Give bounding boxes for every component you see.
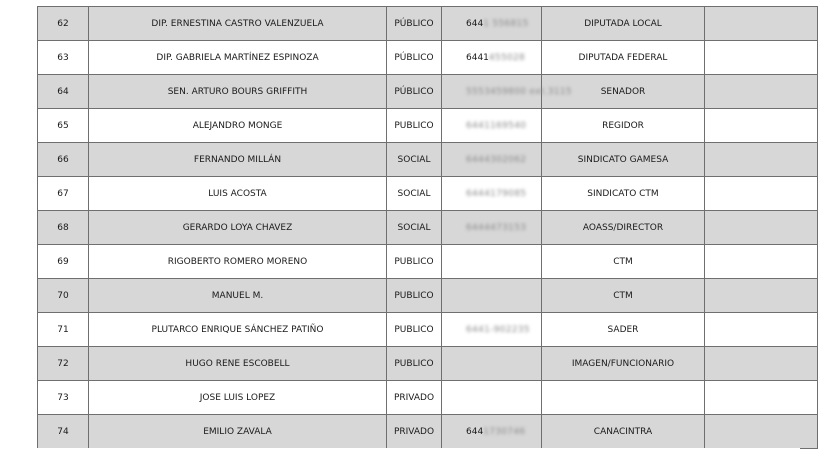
empty-cell [705, 211, 818, 245]
contact-phone [442, 347, 542, 381]
phone-visible-digits: 644 [466, 426, 484, 437]
row-number: 69 [38, 245, 89, 279]
table-row [38, 279, 818, 313]
contact-phone [442, 75, 572, 109]
phone-visible-digits: 6441 [466, 52, 489, 63]
contact-phone [442, 415, 542, 449]
contacts-table [37, 6, 818, 449]
contact-position: SADER [542, 313, 705, 347]
phone-redacted-digits: 6441-902235 [466, 324, 530, 335]
contact-sector: PRIVADO [387, 381, 442, 415]
phone-redacted-digits: 1 556815 [483, 18, 529, 29]
contact-position [542, 381, 705, 415]
contact-position: IMAGEN/FUNCIONARIO [542, 347, 705, 381]
contact-name: HUGO RENE ESCOBELL [89, 347, 387, 381]
contact-name: DIP. GABRIELA MARTÍNEZ ESPINOZA [89, 41, 387, 75]
row-number: 65 [38, 109, 89, 143]
contact-name: GERARDO LOYA CHAVEZ [89, 211, 387, 245]
empty-cell [705, 75, 818, 109]
contact-sector: PRIVADO [387, 415, 442, 449]
contact-position: DIPUTADA LOCAL [542, 7, 705, 41]
contact-name: EMILIO ZAVALA [89, 415, 387, 449]
contact-phone [442, 7, 542, 41]
phone-visible-digits: 644 [466, 18, 484, 29]
table-row [38, 245, 818, 279]
contact-sector: SOCIAL [387, 143, 442, 177]
table-row [38, 313, 818, 347]
empty-cell [705, 177, 818, 211]
contact-sector: PÚBLICO [387, 41, 442, 75]
row-number: 67 [38, 177, 89, 211]
contact-name: PLUTARCO ENRIQUE SÁNCHEZ PATIÑO [89, 313, 387, 347]
phone-redacted-digits: 6441169540 [466, 120, 527, 131]
contact-phone [442, 313, 542, 347]
contact-name: RIGOBERTO ROMERO MORENO [89, 245, 387, 279]
phone-redacted-digits: 6444302062 [466, 154, 527, 165]
phone-redacted-digits: 455028 [488, 52, 526, 63]
contact-sector: SOCIAL [387, 211, 442, 245]
contact-phone [442, 143, 542, 177]
contact-position: REGIDOR [542, 109, 705, 143]
table-row [38, 143, 818, 177]
row-number: 70 [38, 279, 89, 313]
table-row [38, 177, 818, 211]
contact-name: JOSE LUIS LOPEZ [89, 381, 387, 415]
row-number: 62 [38, 7, 89, 41]
row-number: 64 [38, 75, 89, 109]
contact-position: CTM [542, 279, 705, 313]
phone-redacted-digits: 6444179085 [466, 188, 527, 199]
table-row [38, 7, 818, 41]
contact-name: FERNANDO MILLÁN [89, 143, 387, 177]
contact-sector: PUBLICO [387, 109, 442, 143]
table-row [38, 347, 818, 381]
contacts-table-body [38, 7, 818, 449]
empty-cell [705, 381, 818, 415]
contact-position: AOASS/DIRECTOR [542, 211, 705, 245]
phone-redacted-digits: 1730746 [483, 426, 526, 437]
empty-cell [705, 143, 818, 177]
contact-phone [442, 245, 542, 279]
table-row [38, 75, 818, 109]
row-number: 74 [38, 415, 89, 449]
empty-cell [705, 313, 818, 347]
table-row [38, 109, 818, 143]
contact-sector: PÚBLICO [387, 75, 442, 109]
row-number: 63 [38, 41, 89, 75]
contact-phone [442, 41, 542, 75]
empty-cell [705, 7, 818, 41]
contact-position: SINDICATO GAMESA [542, 143, 705, 177]
row-number: 71 [38, 313, 89, 347]
contact-position: CANACINTRA [542, 415, 705, 449]
contact-name: ALEJANDRO MONGE [89, 109, 387, 143]
phone-redacted-digits: 5553459800 ext.3115 [466, 86, 572, 97]
contact-name: LUIS ACOSTA [89, 177, 387, 211]
contact-name: MANUEL M. [89, 279, 387, 313]
contact-name: SEN. ARTURO BOURS GRIFFITH [89, 75, 387, 109]
contact-position: SENADOR [542, 75, 705, 109]
contact-position: SINDICATO CTM [542, 177, 705, 211]
empty-cell [705, 347, 818, 381]
contact-sector: PUBLICO [387, 245, 442, 279]
row-number: 68 [38, 211, 89, 245]
contact-position: CTM [542, 245, 705, 279]
empty-cell [705, 415, 818, 449]
contact-phone [442, 211, 542, 245]
empty-cell [705, 245, 818, 279]
contact-sector: PUBLICO [387, 313, 442, 347]
table-row [38, 415, 818, 449]
empty-cell [705, 279, 818, 313]
table-row [38, 211, 818, 245]
row-number: 72 [38, 347, 89, 381]
contact-name: DIP. ERNESTINA CASTRO VALENZUELA [89, 7, 387, 41]
contact-phone [442, 279, 542, 313]
row-number: 66 [38, 143, 89, 177]
contact-position: DIPUTADA FEDERAL [542, 41, 705, 75]
row-number: 73 [38, 381, 89, 415]
table-row [38, 381, 818, 415]
phone-redacted-digits: 6444473153 [466, 222, 527, 233]
contact-sector: PUBLICO [387, 279, 442, 313]
contact-sector: PÚBLICO [387, 7, 442, 41]
contact-phone [442, 109, 542, 143]
contact-phone [442, 381, 542, 415]
contact-sector: PUBLICO [387, 347, 442, 381]
table-row [38, 41, 818, 75]
empty-cell [705, 41, 818, 75]
empty-cell [705, 109, 818, 143]
contact-phone [442, 177, 542, 211]
contact-sector: SOCIAL [387, 177, 442, 211]
